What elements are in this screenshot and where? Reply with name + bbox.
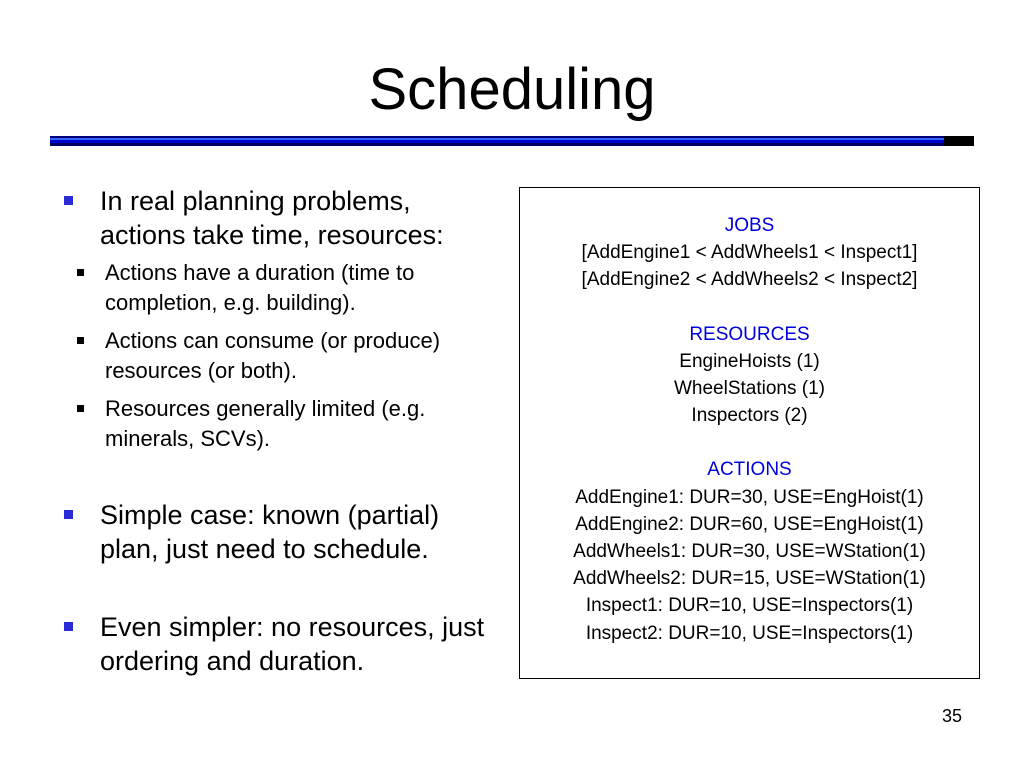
action-line-5: Inspect1: DUR=10, USE=Inspectors(1)	[585, 595, 914, 617]
jobs-header: JOBS	[724, 215, 775, 236]
sub-bullet-text-3: Resources generally limited (e.g. minerals, SCVs).	[105, 396, 426, 451]
bullet-text-3: Even simpler: no resources, just ordering and duration.	[100, 612, 485, 676]
sub-bullet-item-3	[60, 394, 500, 454]
resource-line-1: EngineHoists (1)	[679, 350, 820, 372]
small-square-bullet-icon	[77, 269, 84, 276]
square-bullet-icon	[64, 196, 73, 205]
bullet-text-2: Simple case: known (partial) plan, just need to schedule.	[100, 500, 440, 564]
small-square-bullet-icon	[77, 337, 84, 344]
resource-line-3: Inspectors (2)	[691, 405, 808, 427]
title-divider	[50, 136, 974, 146]
job-line-1: [AddEngine1 < AddWheels1 < Inspect1]	[581, 242, 918, 264]
sub-bullet-text-1: Actions have a duration (time to completion, e.g. building).	[105, 260, 415, 315]
sub-bullet-text-2: Actions can consume (or produce) resources (or both).	[105, 328, 441, 383]
action-line-2: AddEngine2: DUR=60, USE=EngHoist(1)	[575, 513, 924, 535]
spacer	[520, 429, 979, 456]
scheduling-problem-box	[519, 187, 980, 679]
action-line-4: AddWheels2: DUR=15, USE=WStation(1)	[573, 568, 926, 590]
resources-header: RESOURCES	[689, 323, 810, 345]
resource-line-2: WheelStations (1)	[673, 378, 825, 400]
action-line-6: Inspect2: DUR=10, USE=Inspectors(1)	[585, 622, 914, 644]
bullet-text-1: In real planning problems, actions take time, resources:	[100, 186, 444, 250]
action-line-3: AddWheels1: DUR=30, USE=WStation(1)	[573, 541, 926, 563]
bullet-item-2	[60, 498, 500, 566]
action-line-1: AddEngine1: DUR=30, USE=EngHoist(1)	[575, 486, 924, 508]
job-line-2: [AddEngine2 < AddWheels2 < Inspect2]	[581, 269, 918, 291]
title-divider-end	[944, 136, 974, 146]
bullet-list	[60, 184, 500, 678]
bullet-item-3	[60, 610, 500, 678]
sub-bullet-item-1	[60, 258, 500, 318]
bullet-item-1	[60, 184, 500, 252]
sub-bullet-item-2	[60, 326, 500, 386]
small-square-bullet-icon	[77, 405, 84, 412]
actions-header: ACTIONS	[707, 459, 792, 481]
spacer	[520, 294, 979, 321]
square-bullet-icon	[64, 622, 73, 631]
page-number: 35	[941, 706, 962, 726]
square-bullet-icon	[64, 510, 73, 519]
slide-title: Scheduling	[368, 57, 656, 122]
